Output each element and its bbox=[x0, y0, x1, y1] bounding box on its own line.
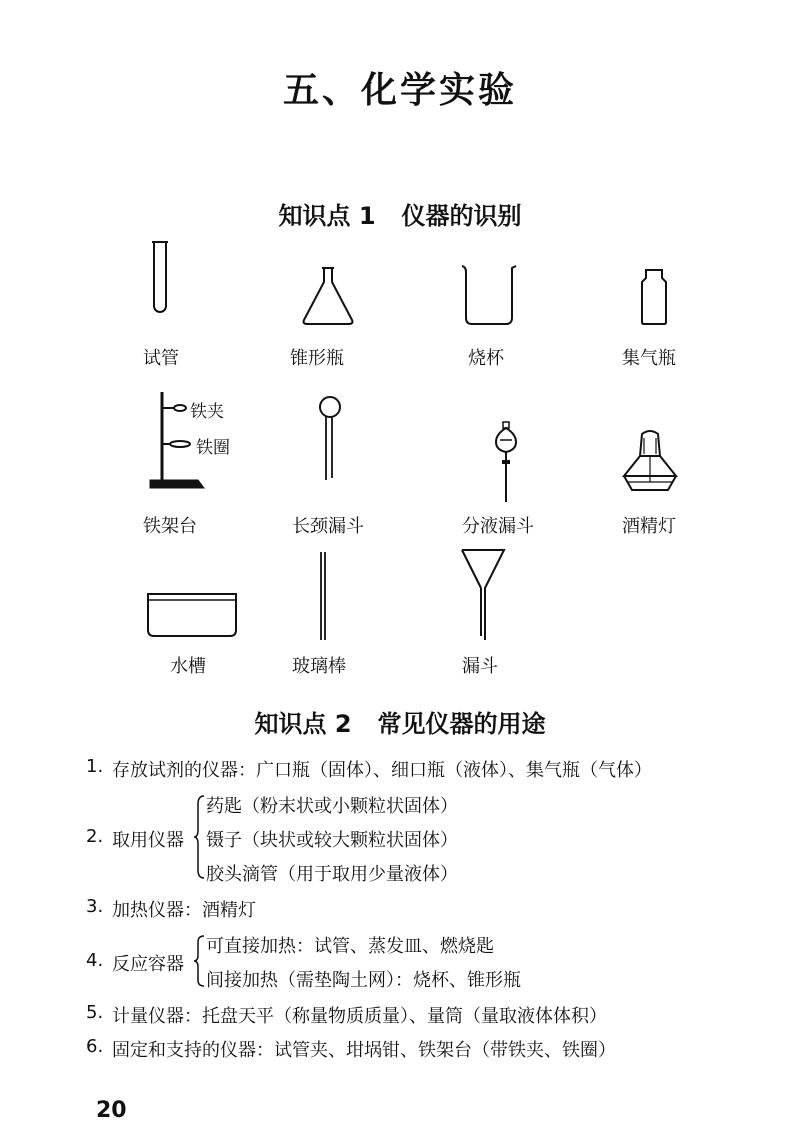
section1-heading bbox=[0, 196, 800, 231]
use-item-number: 4. bbox=[86, 950, 104, 971]
use-item-text: 固定和支持的仪器：试管夹、坩埚钳、铁架台（带铁夹、铁圈） bbox=[112, 1040, 616, 1061]
use-item-label: 反应容器 bbox=[112, 954, 184, 975]
gas-jar-icon bbox=[638, 268, 670, 326]
brace-icon bbox=[194, 794, 206, 880]
beaker-icon bbox=[460, 264, 518, 326]
use-item-number: 1. bbox=[86, 756, 104, 777]
alcohol-lamp-icon bbox=[620, 430, 680, 494]
section2-heading bbox=[0, 704, 800, 739]
use-item-number: 3. bbox=[86, 896, 104, 917]
use-item-number: 6. bbox=[86, 1036, 104, 1057]
use-item-text: 加热仪器：酒精灯 bbox=[112, 900, 256, 921]
separatory-funnel-icon bbox=[494, 420, 518, 504]
funnel-icon bbox=[460, 548, 506, 642]
alcohol-lamp-label: 酒精灯 bbox=[622, 516, 676, 537]
use-item-number: 5. bbox=[86, 1002, 104, 1023]
water-trough-icon bbox=[146, 592, 238, 638]
long-neck-funnel-icon bbox=[318, 396, 342, 482]
section2-number: 知识点 2 bbox=[254, 710, 352, 738]
section1-title: 仪器的识别 bbox=[401, 202, 522, 230]
beaker-label: 烧杯 bbox=[468, 348, 504, 369]
section1-number: 知识点 1 bbox=[278, 202, 376, 230]
use-item-sub: 胶头滴管（用于取用少量液体） bbox=[206, 864, 458, 885]
page-number: 20 bbox=[96, 1098, 127, 1123]
use-item-number: 2. bbox=[86, 826, 104, 847]
gas-jar-label: 集气瓶 bbox=[622, 348, 676, 369]
long-neck-funnel-label: 长颈漏斗 bbox=[292, 516, 364, 537]
conical-flask-icon bbox=[300, 266, 356, 326]
iron-stand-label: 铁架台 bbox=[143, 516, 197, 537]
test-tube-icon bbox=[150, 240, 170, 320]
iron-clamp-label: 铁夹 bbox=[190, 402, 224, 422]
use-item-sub: 间接加热（需垫陶土网）：烧杯、锥形瓶 bbox=[206, 970, 521, 991]
use-item-label: 取用仪器 bbox=[112, 830, 184, 851]
glass-rod-label: 玻璃棒 bbox=[292, 656, 346, 677]
use-item-sub: 镊子（块状或较大颗粒状固体） bbox=[206, 830, 458, 851]
use-item-text: 计量仪器：托盘天平（称量物质质量）、量筒（量取液体体积） bbox=[112, 1006, 607, 1027]
iron-ring-label: 铁圈 bbox=[196, 438, 230, 458]
water-trough-label: 水槽 bbox=[170, 656, 206, 677]
separatory-funnel-label: 分液漏斗 bbox=[462, 516, 534, 537]
use-item-sub: 药匙（粉末状或小颗粒状固体） bbox=[206, 796, 458, 817]
section2-title: 常见仪器的用途 bbox=[377, 710, 546, 738]
conical-flask-label: 锥形瓶 bbox=[290, 348, 344, 369]
funnel-label: 漏斗 bbox=[462, 656, 498, 677]
brace-icon bbox=[194, 934, 206, 988]
page-title: 五、化学实验 bbox=[282, 70, 517, 111]
test-tube-label: 试管 bbox=[143, 348, 179, 369]
glass-rod-icon bbox=[318, 550, 328, 642]
use-item-sub: 可直接加热：试管、蒸发皿、燃烧匙 bbox=[206, 936, 494, 957]
use-item-text: 存放试剂的仪器：广口瓶（固体）、细口瓶（液体）、集气瓶（气体） bbox=[112, 760, 652, 781]
